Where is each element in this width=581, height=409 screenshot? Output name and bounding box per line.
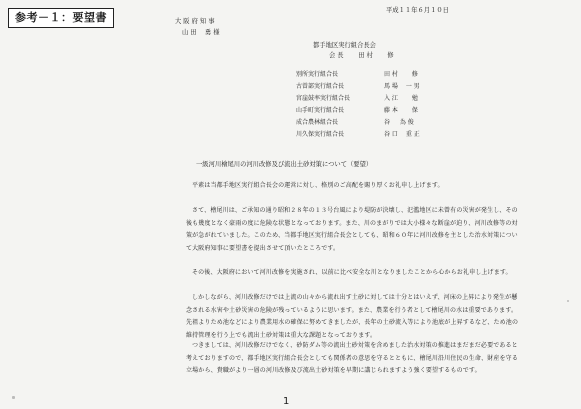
member-name: 谷 口 重 正 xyxy=(384,131,420,138)
page-number: 1 xyxy=(283,396,290,407)
member-row xyxy=(296,83,420,91)
member-role: 宮崖鼓率実行組合長 xyxy=(296,95,351,102)
sender-organization: 都手地区実行組合長会 xyxy=(313,42,376,49)
member-name: 藤 本 保 xyxy=(384,107,418,114)
member-row xyxy=(296,131,420,139)
member-name: 馬 場 一 男 xyxy=(384,83,420,90)
addressee-name: 山 田 勇 様 xyxy=(182,29,220,36)
member-role: 別所実行組合長 xyxy=(296,71,339,78)
sender-chair: 会 長 田 村 修 xyxy=(329,52,394,59)
member-role: 山手町実行組合長 xyxy=(296,107,345,114)
body-paragraph: つきましては、河川改修だけでなく、砂防ダム等の流出土砂対策を含めました治水対策の推進はまだまだ必要であると考えておりますので、都手地区実行組合長会としても関係者の意思を守るとともに、檜尾川沿川住民の生命、財産を守る立場から、貴職がより一層の河川改修及び流出土砂対策を早期に講じられますよう強く要望するものです。 xyxy=(186,342,518,375)
body-paragraph: さて、檜尾川は、ご承知の通り昭和２８年の１３号台風により堤防が決壊し、氾濫地区に未曾有の災害が発生し、その後も幾度となく豪雨の度に危険な状態となっております。また、川のまがりでは大小様々な断崖が迫り、河川改修等の対策が急がれていました。このため、当都手地区実行組合長会としても、昭和６０年に河川改修を主とした治水対策について大阪府知事に要望書を提出させて頂いたところです。 xyxy=(186,207,518,252)
body-paragraph: しかしながら、河川改修だけでは上流の山々から流れ出す土砂に対しては十分とはいえず、河床の上昇により発生が懸念される水害や土砂災害の危険が残っているように思います。また、農業を行う者として檜尾川の水は重要であります。先祖よりため池などにより農業用水の確保に努めてきましたが、長年の土砂流入等により池底が上昇するなど、ため池の維持管理を行う上でも流出土砂対策は重大な課題となっております。 xyxy=(186,294,519,339)
member-row xyxy=(296,107,418,115)
member-role: 成合農林組合長 xyxy=(296,119,339,126)
member-row xyxy=(296,71,418,79)
body-paragraph: その後、大阪府において河川改修を実施され、以前に比べ安全な川となりましたことから心からお礼申し上げます。 xyxy=(192,269,512,276)
scan-speck xyxy=(12,396,15,399)
scan-speck xyxy=(567,300,569,302)
document-label: 参考－１：要望書 xyxy=(8,8,114,28)
member-row xyxy=(296,119,414,127)
document-date: 平成１１年６月１０日 xyxy=(386,7,449,14)
member-name: 入 江 勉 xyxy=(384,95,418,102)
member-role: 川久保実行組合長 xyxy=(296,131,345,138)
member-name: 田 村 修 xyxy=(384,71,418,78)
document-subject: 一級河川檜尾川の河川改修及び流出土砂対策について（要望） xyxy=(196,161,373,168)
body-paragraph: 平素は当都手地区実行組合長会の運営に対し、格別のご高配を賜り厚くお礼申し上げます。 xyxy=(192,182,444,189)
member-role: 古曽部実行組合長 xyxy=(296,83,345,90)
member-row xyxy=(296,95,418,103)
addressee-title: 大 阪 府 知 事 xyxy=(175,18,215,25)
member-name: 谷 為 俊 xyxy=(384,119,414,126)
